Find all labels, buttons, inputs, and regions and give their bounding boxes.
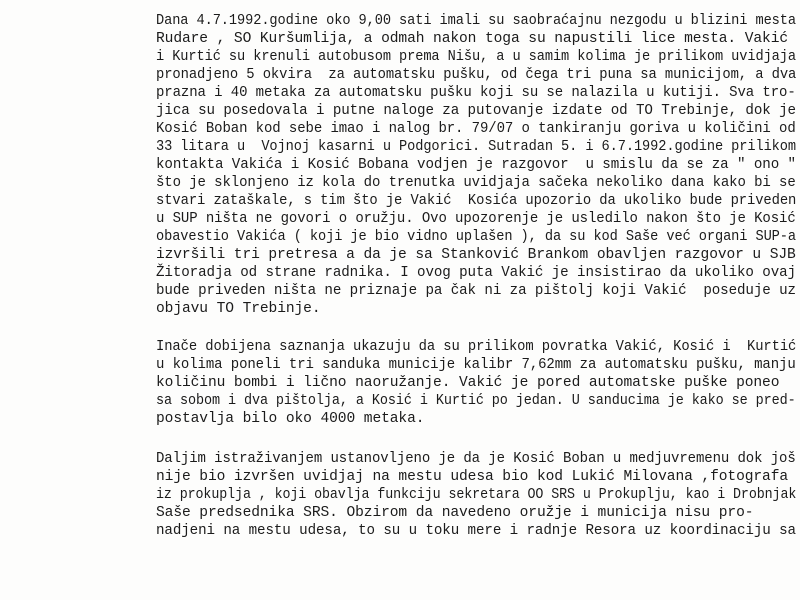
text-line: 33 litara u Vojnoj kasarni u Podgorici. Sutradan 5. i 6.7.1992.godine prilikom bbox=[156, 139, 796, 155]
text-line: nadjeni na mestu udesa, to su u toku mere i radnje Resora uz koordinaciju sa bbox=[156, 523, 796, 539]
text-line: kontakta Vakića i Kosić Bobana vodjen je razgovor u smislu da se za " ono " bbox=[156, 157, 796, 173]
text-line: Dana 4.7.1992.godine oko 9,00 sati imali su saobraćajnu nezgodu u blizini mesta bbox=[156, 13, 796, 29]
text-line: Saše predsednika SRS. Obzirom da navedeno oružje i municija nisu pro- bbox=[156, 505, 754, 521]
text-line: stvari zataškale, s tim što je Vakić Kosića upozorio da ukoliko bude priveden bbox=[156, 193, 797, 209]
text-line: Kosić Boban kod sebe imao i nalog br. 79/07 o tankiranju goriva u količini od bbox=[156, 121, 796, 137]
text-line: i Kurtić su krenuli autobusom prema Nišu, a u samim kolima je prilikom uvidjaja bbox=[156, 49, 796, 65]
text-line: postavlja bilo oko 4000 metaka. bbox=[156, 411, 425, 427]
text-line: Rudare , SO Kuršumlija, a odmah nakon toga su napustili lice mesta. Vakić bbox=[156, 31, 789, 47]
text-line: nije bio izvršen uvidjaj na mestu udesa bio kod Lukić Milovana ,fotografa bbox=[156, 469, 789, 485]
text-line: obavestio Vakića ( koji je bio vidno uplašen ), da su kod Saše već organi SUP-a bbox=[156, 229, 796, 245]
text-line: u kolima poneli tri sanduka municije kalibr 7,62mm za automatsku pušku, manju bbox=[156, 357, 796, 373]
text-line: u SUP ništa ne govori o oružju. Ovo upozorenje je usledilo nakon što je Kosić bbox=[156, 211, 796, 227]
text-line: količinu bombi i lično naoružanje. Vakić je pored automatske puške poneo bbox=[156, 375, 780, 391]
text-line: prazna i 40 metaka za automatsku pušku koji su se nalazila u kutiji. Sva tro- bbox=[156, 85, 796, 101]
text-line: Inače dobijena saznanja ukazuju da su prilikom povratka Vakić, Kosić i Kurtić bbox=[156, 339, 797, 355]
text-line: Daljim istraživanjem ustanovljeno je da je Kosić Boban u medjuvremenu dok još bbox=[156, 451, 796, 467]
text-line: što je sklonjeno iz kola do trenutka uvidjaja sačeka nekoliko dana kako bi se bbox=[156, 175, 796, 191]
text-line: sa sobom i dva pištolja, a Kosić i Kurtić po jedan. U sanducima je kako se pred- bbox=[156, 393, 796, 409]
text-line: jica su posedovala i putne naloge za putovanje izdate od TO Trebinje, dok je bbox=[156, 103, 796, 119]
text-line: pronadjeno 5 okvira za automatsku pušku, od čega tri puna sa municijom, a dva bbox=[156, 67, 797, 83]
text-line: iz prokuplja , koji obavlja funkciju sekretara OO SRS u Prokuplju, kao i Drobnjak bbox=[156, 487, 797, 503]
text-line: Žitoradja od strane radnika. I ovog puta Vakić je insistirao da ukoliko ovaj bbox=[156, 265, 796, 281]
text-line: objavu TO Trebinje. bbox=[156, 301, 321, 317]
text-line: izvršili tri pretresa a da je sa Stanković Brankom obavljen razgovor u SJB bbox=[156, 247, 796, 263]
text-line: bude priveden ništa ne priznaje pa čak ni za pištolj koji Vakić poseduje uz bbox=[156, 283, 796, 299]
